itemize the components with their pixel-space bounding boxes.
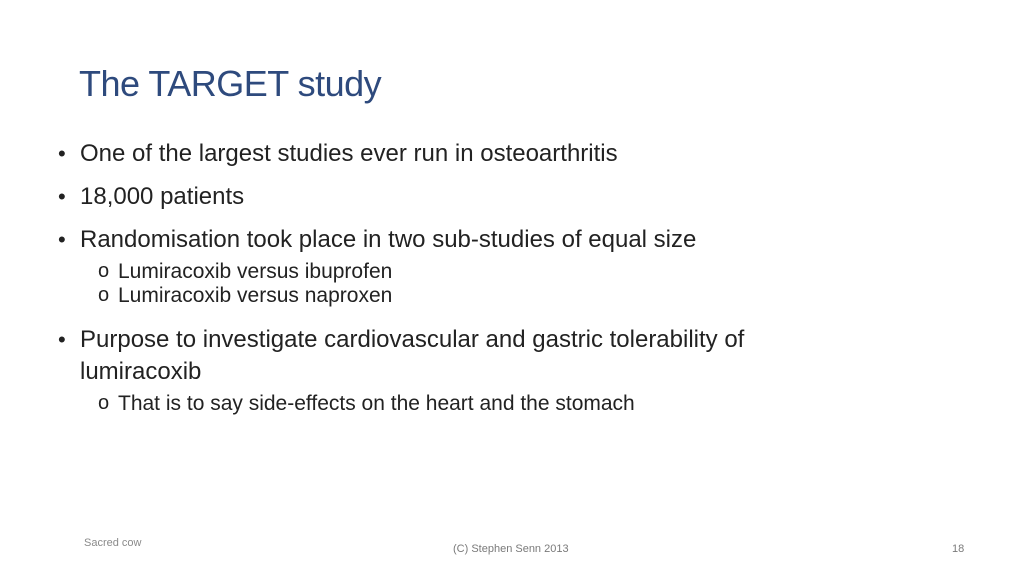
footer-copyright: (C) Stephen Senn 2013 [453,543,569,555]
bullet-icon: • [58,141,66,166]
sub-bullet-text: Lumiracoxib versus naproxen [118,284,393,307]
bullet-text: One of the largest studies ever run in osteoarthritis [80,140,618,167]
bullet-text: Purpose to investigate cardiovascular and gastric tolerability of lumiracoxib [80,326,745,385]
bullet-icon: • [58,227,66,252]
sub-bullet-icon: o [98,260,110,282]
sub-bullet-item [56,282,916,310]
bullet-item [56,224,916,256]
bullet-item [56,181,916,213]
sub-bullet-text: Lumiracoxib versus ibuprofen [118,260,393,283]
bullet-text: Randomisation took place in two sub-studies of equal size [80,226,697,253]
sub-bullet-icon: o [98,284,110,306]
footer-section-label: Sacred cow [84,537,142,549]
bullet-text: 18,000 patients [80,183,245,210]
sub-bullet-icon: o [98,392,110,414]
bullet-icon: • [58,184,66,209]
bullet-item [56,324,860,388]
slide-number: 18 [952,543,965,555]
sub-bullet-item [56,390,916,418]
sub-bullet-text: That is to say side-effects on the heart and the stomach [118,392,635,415]
bullet-icon: • [58,327,66,352]
bullet-item [56,138,916,170]
slide-body [56,138,916,432]
slide-title: The TARGET study [79,63,382,104]
